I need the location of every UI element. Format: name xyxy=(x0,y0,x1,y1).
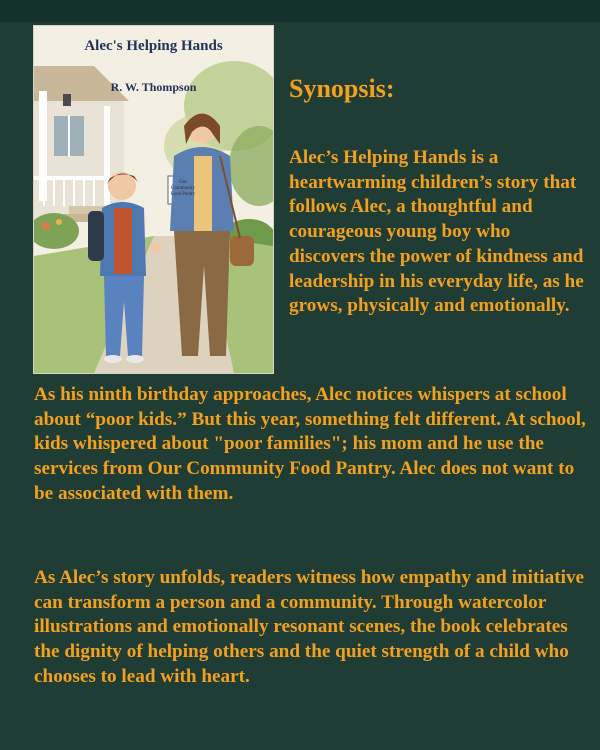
cover-title: Alec's Helping Hands xyxy=(84,38,223,54)
cover-illustration xyxy=(34,26,273,373)
synopsis-paragraph-1: Alec’s Helping Hands is a heartwarming children’s story that follows Alec, a thoughtful and courageous young boy who discovers the power of kindness and leadership in his everyday life, as he grows, physically and emotionally. xyxy=(289,147,584,317)
cover-author: R. W. Thompson xyxy=(110,80,197,94)
synopsis-heading: Synopsis: xyxy=(289,74,395,103)
synopsis-paragraph-3: As Alec’s story unfolds, readers witness how empathy and initiative can transform a person and a community. Through watercolor illustrations and emotionally resonant scenes, the book celebrates the dignity of helping others and the quiet strength of a child who chooses to lead with heart. xyxy=(34,567,585,687)
synopsis-paragraph-2: As his ninth birthday approaches, Alec notices whispers at school about “poor kids.” But this year, something felt different. At school, kids whispered about "poor families"; his mom and he use the services from Our Community Food Pantry. Alec does not want to be associated with them. xyxy=(34,384,586,504)
food-pantry-sign: Our Community Food Pantry xyxy=(170,180,196,197)
top-band xyxy=(0,0,600,22)
book-cover xyxy=(33,25,274,374)
